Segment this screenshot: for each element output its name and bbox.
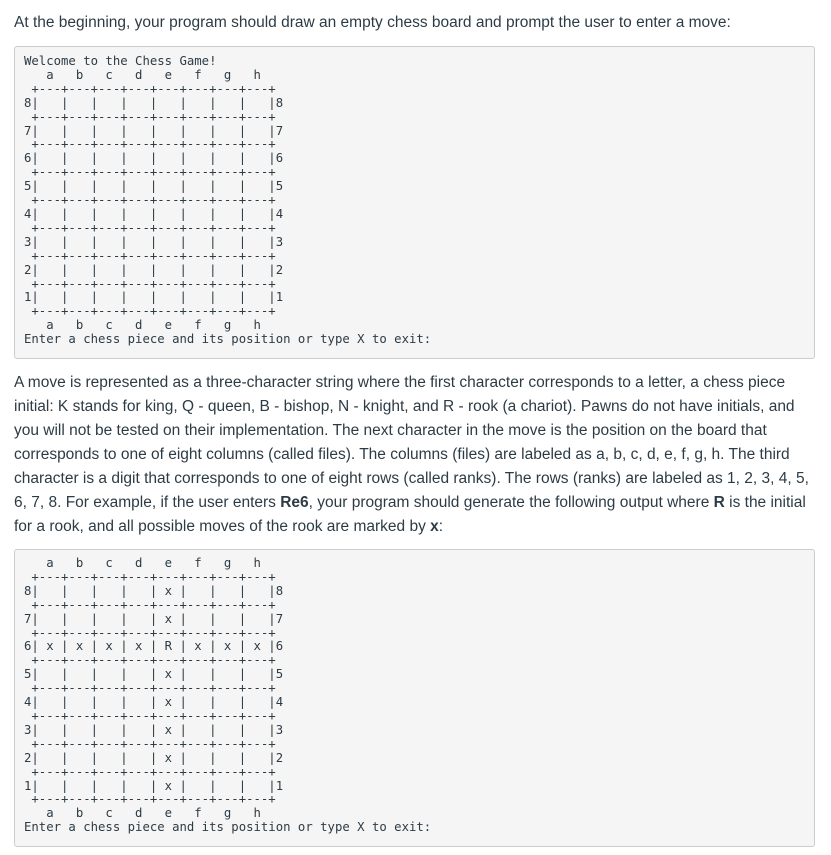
code-line: +---+---+---+---+---+---+---+---+	[24, 653, 276, 668]
code-line: +---+---+---+---+---+---+---+---+	[24, 569, 276, 584]
desc-text-1: A move is represented as a three-character string where the first character corresponds to a letter, a chess piece initial: K stands for king, Q - queen, B - bishop, N - knight, and R - rook (a chariot). Pawns do not have initials, and you will not be tested on their implementation. The next character in the move is the position on the board that corresponds to one of eight columns (called files). The columns (files) are labeled as a, b, c, d, e, f, g, h. The third character is a digit that corresponds to one of eight rows (called ranks). The rows (ranks) are labeled as 1, 2, 3, 4, 5, 6, 7, 8. For example, if the user enters	[14, 374, 809, 511]
code-line: 1| | | | | x | | | |1	[24, 778, 284, 793]
code-line: 6| | | | | | | | |6	[24, 151, 284, 166]
code-line: +---+---+---+---+---+---+---+---+	[24, 597, 276, 612]
code-line: 7| | | | | | | | |7	[24, 123, 284, 138]
code-line: +---+---+---+---+---+---+---+---+	[24, 220, 276, 235]
code-line: 2| | | | | x | | | |2	[24, 750, 284, 765]
code-line: a b c d e f g h	[24, 556, 261, 570]
code-line: 6| x | x | x | x | R | x | x | x |6	[24, 639, 284, 654]
code-block-empty-board	[14, 46, 815, 359]
code-line: 7| | | | | x | | | |7	[24, 611, 284, 626]
code-line: +---+---+---+---+---+---+---+---+	[24, 165, 276, 180]
code-line: +---+---+---+---+---+---+---+---+	[24, 109, 276, 124]
code-line: Enter a chess piece and its position or type X to exit:	[24, 820, 432, 835]
code-line: 3| | | | | x | | | |3	[24, 722, 284, 737]
empty-board-output	[24, 55, 814, 347]
desc-text-4: :	[438, 518, 444, 535]
code-line: a b c d e f g h	[24, 318, 261, 333]
desc-text-3: is the initial for a rook, and all possible moves of the rook are marked by	[14, 494, 806, 535]
rook-board-output	[24, 557, 814, 835]
code-line: +---+---+---+---+---+---+---+---+	[24, 681, 276, 696]
code-line: 3| | | | | | | | |3	[24, 234, 284, 249]
code-block-rook-board	[14, 549, 815, 847]
move-marker: x	[430, 518, 439, 535]
code-line: +---+---+---+---+---+---+---+---+	[24, 193, 276, 208]
code-line: +---+---+---+---+---+---+---+---+	[24, 276, 276, 291]
move-description-paragraph	[14, 371, 814, 539]
example-move: Re6	[280, 494, 309, 511]
code-line: +---+---+---+---+---+---+---+---+	[24, 764, 276, 779]
code-line: 1| | | | | | | | |1	[24, 290, 284, 305]
code-line: 5| | | | | x | | | |5	[24, 667, 284, 682]
code-line: 2| | | | | | | | |2	[24, 262, 284, 277]
desc-text-2: , your program should generate the following output where	[308, 494, 714, 511]
code-line: 4| | | | | | | | |4	[24, 206, 284, 221]
code-line: +---+---+---+---+---+---+---+---+	[24, 81, 276, 96]
code-line: a b c d e f g h	[24, 67, 261, 82]
code-line: +---+---+---+---+---+---+---+---+	[24, 708, 276, 723]
code-line: 8| | | | | x | | | |8	[24, 583, 284, 598]
code-line: Welcome to the Chess Game!	[24, 54, 217, 68]
code-line: +---+---+---+---+---+---+---+---+	[24, 736, 276, 751]
code-line: 4| | | | | x | | | |4	[24, 695, 284, 710]
code-line: +---+---+---+---+---+---+---+---+	[24, 304, 276, 319]
code-line: 5| | | | | | | | |5	[24, 179, 284, 194]
rook-initial: R	[713, 494, 725, 511]
code-line: +---+---+---+---+---+---+---+---+	[24, 248, 276, 263]
code-line: Enter a chess piece and its position or type X to exit:	[24, 332, 432, 347]
code-line: +---+---+---+---+---+---+---+---+	[24, 792, 276, 807]
code-line: 8| | | | | | | | |8	[24, 95, 284, 110]
code-line: +---+---+---+---+---+---+---+---+	[24, 137, 276, 152]
intro-paragraph: At the beginning, your program should draw an empty chess board and prompt the user to enter a move:	[14, 14, 731, 31]
code-line: a b c d e f g h	[24, 806, 261, 821]
code-line: +---+---+---+---+---+---+---+---+	[24, 625, 276, 640]
